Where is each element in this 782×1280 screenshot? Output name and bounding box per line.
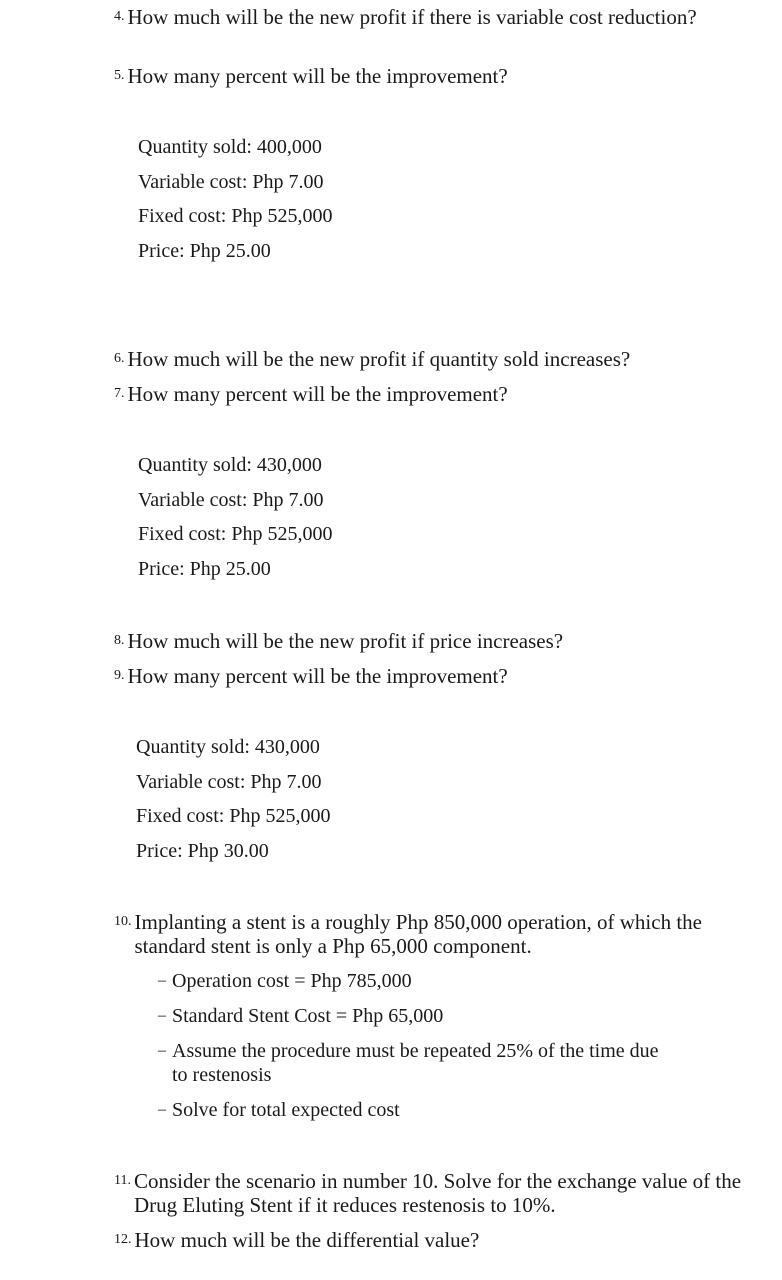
variable-cost: Variable cost: Php 7.00 [136, 770, 322, 793]
quantity-sold: Quantity sold: 430,000 [136, 736, 320, 758]
question-number: 6. [114, 351, 125, 366]
question-number: 4. [114, 9, 125, 24]
price: Price: Php 30.00 [136, 839, 269, 862]
bullet-standard-stent-cost [158, 1004, 718, 1028]
question-number: 11. [114, 1173, 131, 1188]
quantity-sold: Quantity sold: 400,000 [138, 136, 322, 158]
question-number: 7. [114, 386, 125, 401]
dash-marker: – [158, 1007, 166, 1024]
question-10 [114, 910, 754, 958]
question-4 [114, 5, 754, 29]
price: Price: Php 25.00 [138, 557, 271, 580]
bullet-text: Solve for total expected cost [172, 1099, 400, 1121]
bullet-solve-total-cost [158, 1098, 718, 1122]
question-number: 8. [114, 633, 125, 648]
dash-marker: – [158, 1042, 166, 1059]
question-text: Implanting a stent is a roughly Php 850,000 operation, of which the standard stent is only a Php 65,000 component. [134, 910, 702, 958]
question-text: How much will be the new profit if price increases? [127, 629, 564, 653]
question-12 [114, 1228, 754, 1252]
question-number: 9. [114, 668, 125, 683]
fixed-cost: Fixed cost: Php 525,000 [138, 523, 333, 545]
question-number: 10. [114, 914, 132, 929]
question-text: How many percent will be the improvement? [127, 64, 508, 88]
dash-marker: – [158, 1101, 166, 1118]
quantity-sold: Quantity sold: 430,000 [138, 454, 322, 476]
question-text: How many percent will be the improvement? [127, 664, 508, 688]
data-block-2 [138, 453, 332, 591]
question-text: How much will be the new profit if there is variable cost reduction? [127, 5, 697, 29]
dash-marker: – [158, 972, 166, 989]
bullet-text: Assume the procedure must be repeated 25% of the time due to restenosis [172, 1040, 659, 1086]
question-text: How many percent will be the improvement? [127, 382, 508, 406]
bullet-operation-cost [158, 969, 718, 993]
price: Price: Php 25.00 [138, 239, 271, 262]
question-text: Consider the scenario in number 10. Solve for the exchange value of the Drug Eluting Stent if it reduces restenosis to 10%. [133, 1169, 742, 1217]
fixed-cost: Fixed cost: Php 525,000 [136, 805, 331, 827]
question-number: 5. [114, 68, 125, 83]
variable-cost: Variable cost: Php 7.00 [138, 488, 324, 511]
question-number: 12. [114, 1232, 132, 1247]
question-8 [114, 629, 754, 653]
bullet-restenosis-assumption [158, 1039, 678, 1087]
question-7 [114, 382, 754, 406]
question-text: How much will be the differential value? [134, 1228, 480, 1252]
data-block-1 [138, 135, 332, 273]
question-5 [114, 64, 754, 88]
question-text: How much will be the new profit if quantity sold increases? [127, 347, 631, 371]
bullet-text: Standard Stent Cost = Php 65,000 [172, 1005, 444, 1027]
data-block-3 [136, 735, 330, 873]
question-11 [114, 1169, 754, 1217]
variable-cost: Variable cost: Php 7.00 [138, 170, 324, 193]
question-6 [114, 347, 754, 371]
question-9 [114, 664, 754, 688]
fixed-cost: Fixed cost: Php 525,000 [138, 205, 333, 227]
bullet-text: Operation cost = Php 785,000 [172, 970, 412, 992]
